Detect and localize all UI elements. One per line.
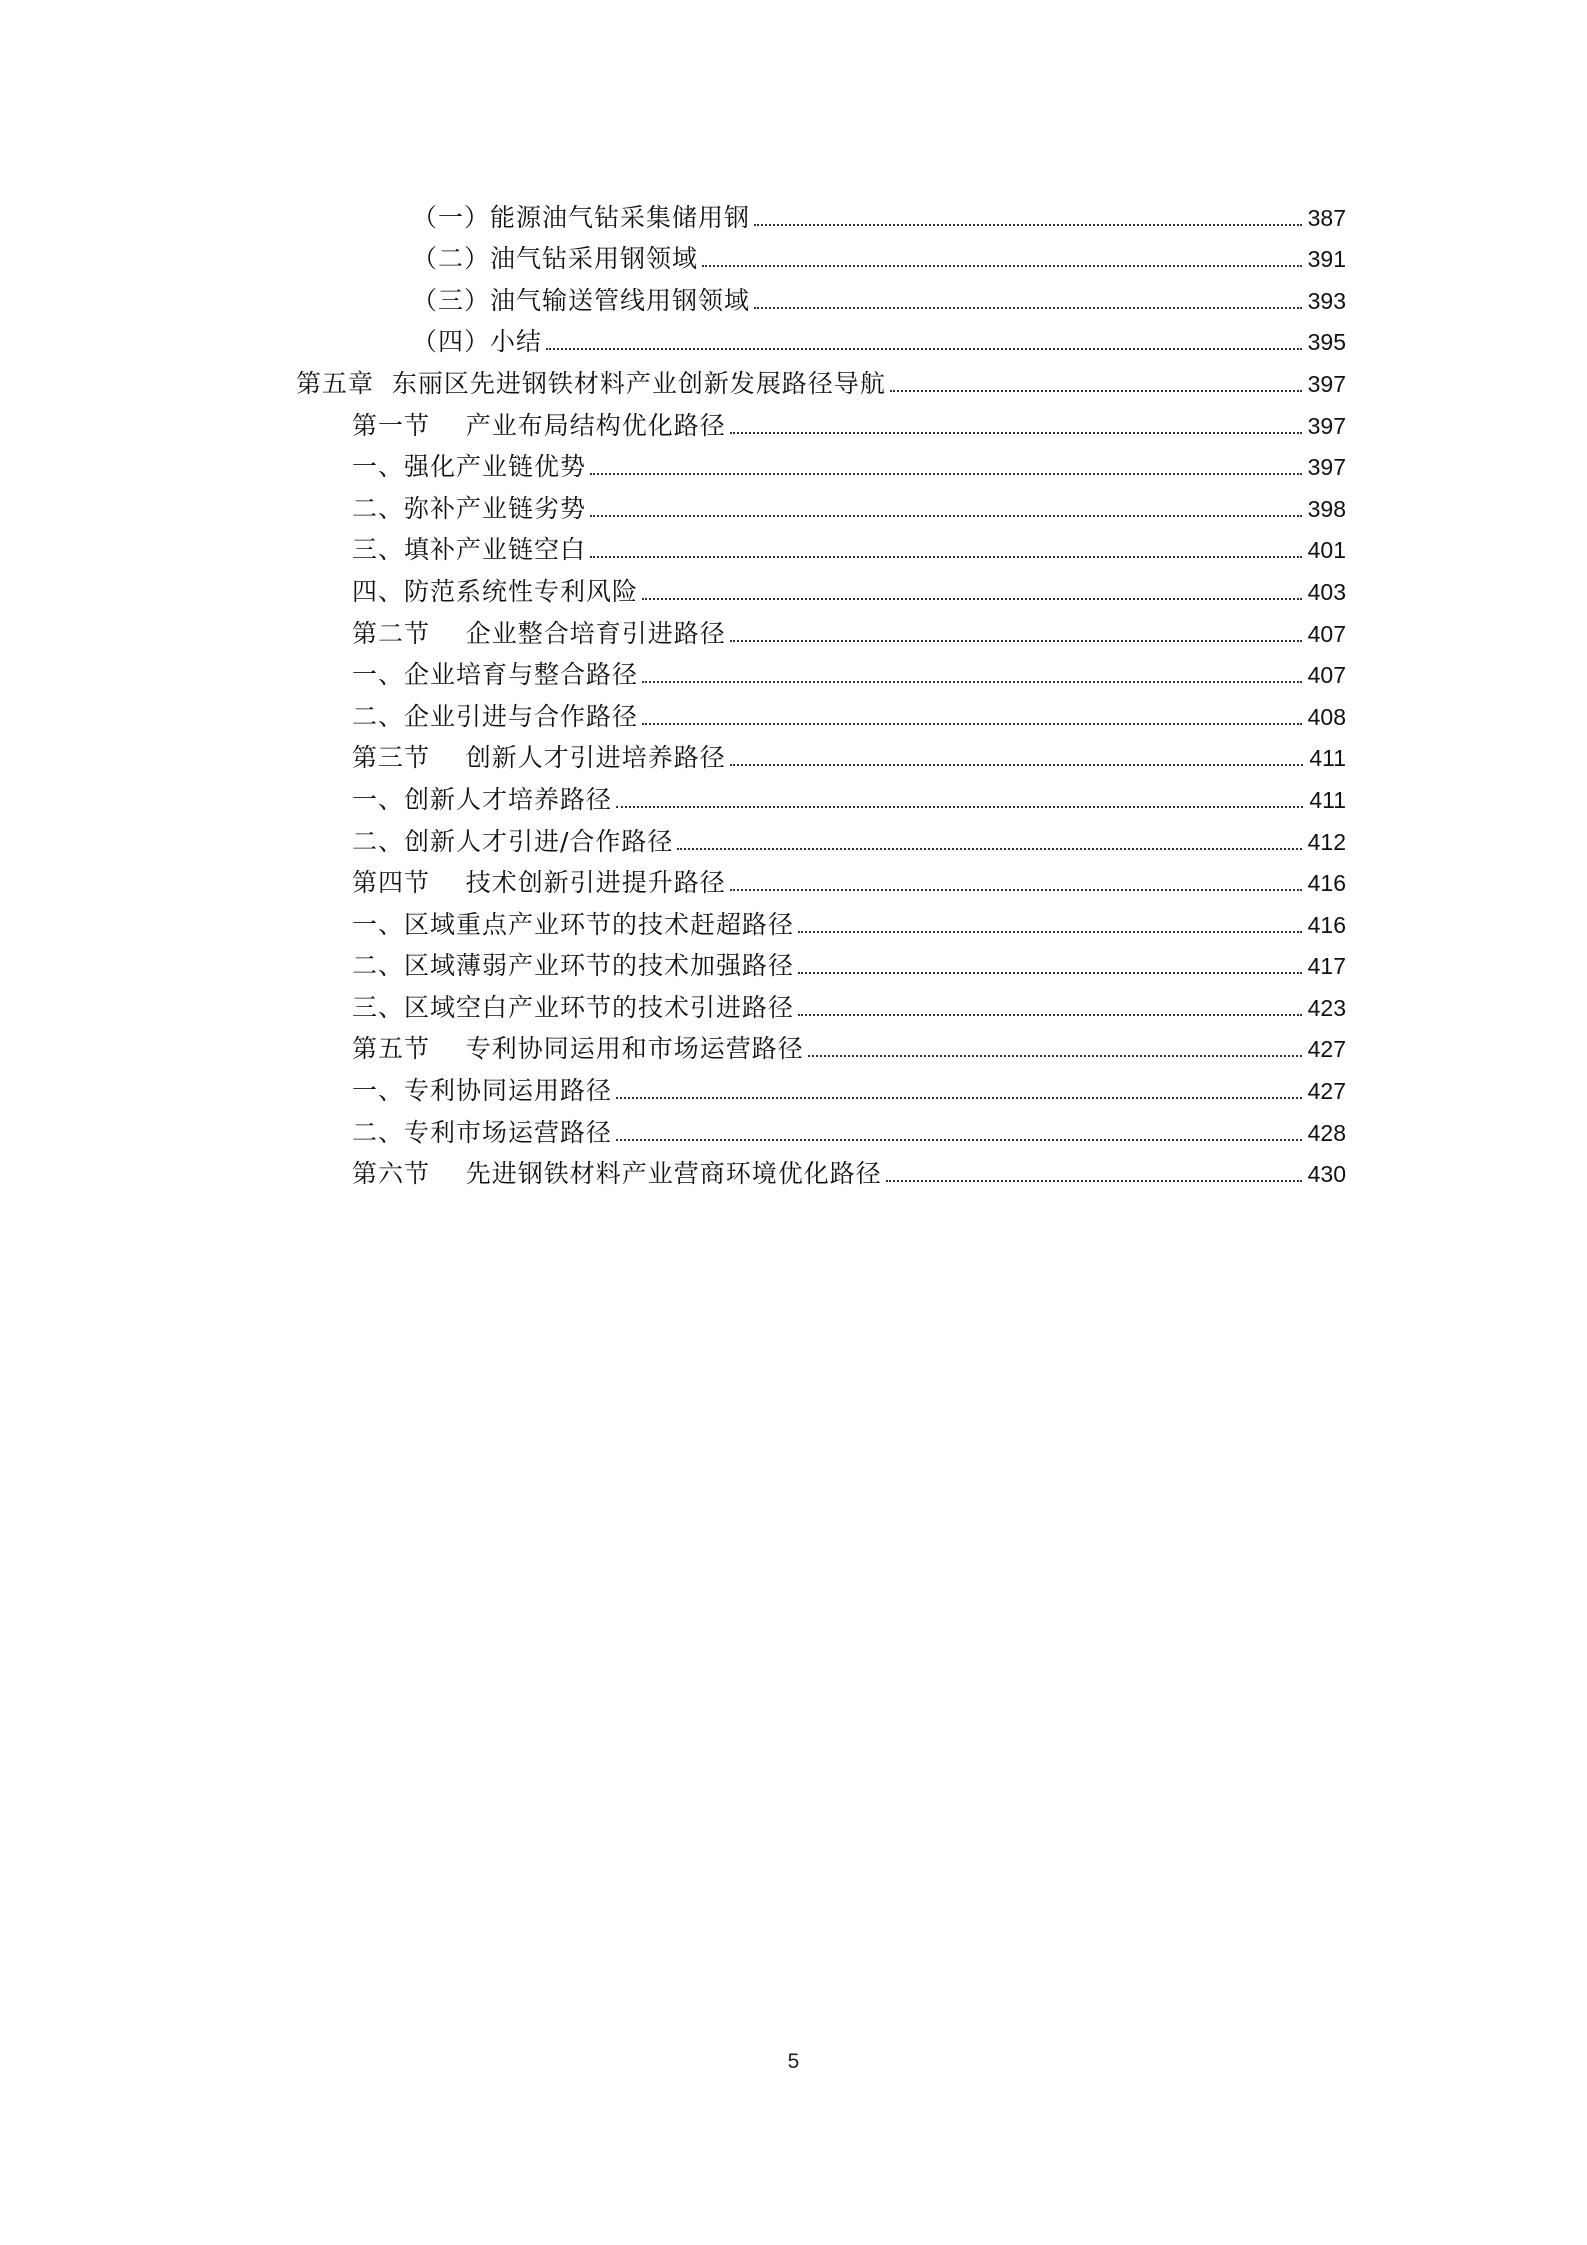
toc-entry-row: [352, 535, 1346, 565]
toc-entry-title: 二、专利市场运营路径: [352, 1117, 613, 1147]
toc-entry-title: （一）能源油气钻采集储用钢: [412, 202, 751, 232]
table-of-contents: [0, 195, 1587, 1193]
toc-entry[interactable]: [0, 653, 1587, 695]
toc-entry-title: 二、弥补产业链劣势: [352, 493, 587, 523]
toc-entry-page-number: 428: [1307, 1119, 1346, 1146]
toc-dot-leader: [730, 764, 1304, 766]
toc-dot-leader: [890, 390, 1302, 392]
toc-entry-page-number: 398: [1307, 495, 1346, 522]
toc-entry-row: [352, 577, 1346, 607]
toc-entry-page-number: 417: [1307, 953, 1346, 980]
toc-entry[interactable]: [0, 1152, 1587, 1194]
toc-entry-page-number: 412: [1307, 828, 1346, 855]
toc-entry-page-number: 403: [1307, 578, 1346, 605]
toc-entry[interactable]: [0, 1027, 1587, 1069]
toc-entry-page-number: 430: [1307, 1161, 1346, 1188]
toc-entry-row: [352, 868, 1346, 898]
toc-entry-row: [352, 743, 1346, 773]
toc-entry[interactable]: [0, 1110, 1587, 1152]
toc-entry[interactable]: [0, 944, 1587, 986]
toc-entry-title: 一、区域重点产业环节的技术赶超路径: [352, 909, 795, 939]
toc-entry-row: [412, 327, 1346, 357]
toc-dot-leader: [546, 348, 1302, 350]
toc-dot-leader: [616, 1139, 1302, 1141]
toc-entry[interactable]: [0, 195, 1587, 237]
toc-entry-title: 二、企业引进与合作路径: [352, 701, 639, 731]
toc-dot-leader: [642, 723, 1302, 725]
toc-entry-row: [412, 203, 1346, 233]
toc-entry-page-number: 397: [1307, 370, 1346, 397]
toc-entry-page-number: 395: [1307, 329, 1346, 356]
toc-entry-row: [296, 369, 1346, 399]
toc-entry-page-number: 397: [1307, 454, 1346, 481]
toc-dot-leader: [702, 265, 1302, 267]
toc-entry[interactable]: [0, 445, 1587, 487]
toc-entry-row: [352, 452, 1346, 482]
toc-entry[interactable]: [0, 278, 1587, 320]
toc-entry-title: 第二节 企业整合培育引进路径: [352, 618, 726, 648]
toc-entry[interactable]: [0, 694, 1587, 736]
toc-entry-page-number: 393: [1307, 287, 1346, 314]
toc-entry-title: 第五节 专利协同运用和市场运营路径: [352, 1034, 804, 1064]
toc-entry-row: [352, 702, 1346, 732]
toc-entry-row: [352, 827, 1346, 857]
toc-entry[interactable]: [0, 237, 1587, 279]
toc-dot-leader: [642, 598, 1302, 600]
toc-dot-leader: [616, 806, 1303, 808]
toc-entry-row: [352, 910, 1346, 940]
toc-entry-page-number: 411: [1309, 786, 1346, 813]
toc-entry-title: （三）油气输送管线用钢领域: [412, 285, 751, 315]
toc-entry-title: 第一节 产业布局结构优化路径: [352, 410, 726, 440]
toc-entry-row: [352, 411, 1346, 441]
toc-entry[interactable]: [0, 861, 1587, 903]
toc-entry[interactable]: [0, 777, 1587, 819]
toc-entry-title: 第五章 东丽区先进钢铁材料产业创新发展路径导航: [296, 368, 886, 398]
toc-entry-page-number: 401: [1307, 537, 1346, 564]
toc-entry-row: [352, 494, 1346, 524]
toc-dot-leader: [642, 681, 1302, 683]
toc-dot-leader: [808, 1055, 1302, 1057]
toc-dot-leader: [616, 1097, 1302, 1099]
toc-dot-leader: [798, 1014, 1302, 1016]
toc-entry-row: [352, 619, 1346, 649]
toc-entry-title: 一、强化产业链优势: [352, 452, 587, 482]
toc-entry[interactable]: [0, 361, 1587, 403]
toc-entry-page-number: 427: [1307, 1036, 1346, 1063]
toc-entry-page-number: 416: [1307, 911, 1346, 938]
toc-entry-page-number: 427: [1307, 1078, 1346, 1105]
toc-entry[interactable]: [0, 569, 1587, 611]
toc-entry-title: 一、企业培育与整合路径: [352, 660, 639, 690]
toc-dot-leader: [730, 640, 1302, 642]
toc-entry-row: [352, 785, 1346, 815]
toc-dot-leader: [886, 1180, 1302, 1182]
toc-entry-page-number: 391: [1307, 246, 1346, 273]
toc-dot-leader: [754, 224, 1302, 226]
toc-entry[interactable]: [0, 403, 1587, 445]
toc-dot-leader: [590, 556, 1302, 558]
toc-entry-title: 第四节 技术创新引进提升路径: [352, 868, 726, 898]
toc-entry[interactable]: [0, 611, 1587, 653]
toc-entry[interactable]: [0, 736, 1587, 778]
toc-entry-page-number: 416: [1307, 870, 1346, 897]
toc-entry-title: 二、创新人才引进/合作路径: [352, 826, 674, 856]
toc-entry-title: （二）油气钻采用钢领域: [412, 244, 699, 274]
toc-entry-title: 三、填补产业链空白: [352, 535, 587, 565]
toc-entry-title: 二、区域薄弱产业环节的技术加强路径: [352, 951, 795, 981]
toc-entry-row: [412, 286, 1346, 316]
toc-entry-row: [352, 993, 1346, 1023]
toc-entry[interactable]: [0, 486, 1587, 528]
toc-entry-page-number: 423: [1307, 994, 1346, 1021]
toc-entry[interactable]: [0, 819, 1587, 861]
toc-entry-row: [352, 1159, 1346, 1189]
toc-dot-leader: [798, 972, 1302, 974]
toc-entry-title: （四）小结: [412, 327, 543, 357]
toc-entry-page-number: 407: [1307, 620, 1346, 647]
page-number: 5: [787, 2050, 800, 2073]
toc-entry[interactable]: [0, 1068, 1587, 1110]
toc-entry[interactable]: [0, 902, 1587, 944]
toc-dot-leader: [730, 432, 1302, 434]
toc-entry-page-number: 407: [1307, 662, 1346, 689]
toc-entry-page-number: 397: [1307, 412, 1346, 439]
toc-entry[interactable]: [0, 985, 1587, 1027]
toc-entry[interactable]: [0, 528, 1587, 570]
toc-entry-title: 三、区域空白产业环节的技术引进路径: [352, 992, 795, 1022]
toc-dot-leader: [730, 889, 1302, 891]
toc-entry-row: [352, 951, 1346, 981]
toc-entry-row: [352, 1034, 1346, 1064]
toc-entry-row: [352, 1076, 1346, 1106]
toc-entry-title: 第三节 创新人才引进培养路径: [352, 743, 726, 773]
toc-entry-page-number: 411: [1309, 745, 1346, 772]
toc-entry-title: 一、专利协同运用路径: [352, 1076, 613, 1106]
toc-entry[interactable]: [0, 320, 1587, 362]
toc-dot-leader: [754, 307, 1302, 309]
toc-entry-title: 第六节 先进钢铁材料产业营商环境优化路径: [352, 1159, 882, 1189]
toc-entry-title: 四、防范系统性专利风险: [352, 576, 639, 606]
toc-dot-leader: [590, 515, 1302, 517]
toc-dot-leader: [798, 931, 1302, 933]
toc-entry-row: [412, 244, 1346, 274]
toc-entry-page-number: 387: [1307, 204, 1346, 231]
toc-entry-title: 一、创新人才培养路径: [352, 784, 613, 814]
toc-dot-leader: [590, 473, 1302, 475]
toc-entry-page-number: 408: [1307, 703, 1346, 730]
toc-entry-row: [352, 1118, 1346, 1148]
toc-entry-row: [352, 660, 1346, 690]
toc-dot-leader: [677, 848, 1301, 850]
